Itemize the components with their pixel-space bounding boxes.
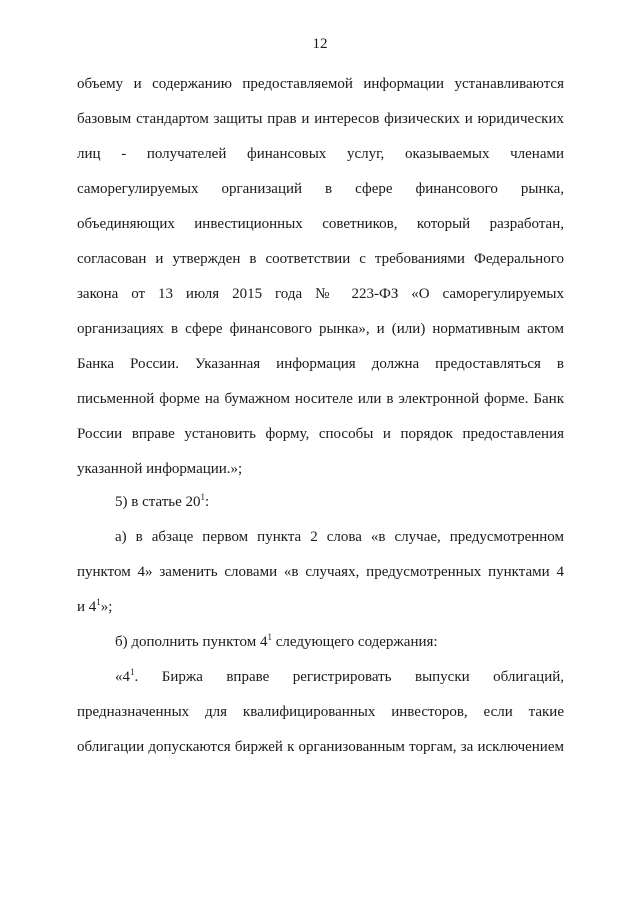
- paragraph-line: согласован и утвержден в соответствии с требованиями Федерального: [77, 251, 564, 267]
- paragraph-line: указанной информации.»;: [77, 461, 243, 477]
- superscript: 1: [200, 492, 206, 502]
- clause-4-1-line: [77, 667, 564, 687]
- clause-4-1-text: Биржа вправе регистрировать выпуски облигаций,: [161, 669, 565, 685]
- paragraph-line: организациях в сфере финансового рынка», и (или) нормативным актом: [77, 321, 564, 337]
- item-5a-line: пунктом 4» заменить словами «в случаях, предусмотренных пунктами 4: [77, 564, 564, 580]
- item-5-heading: [77, 492, 564, 512]
- paragraph-line: базовым стандартом защиты прав и интересов физических и юридических: [77, 111, 564, 127]
- clause-4-1-lead: [115, 669, 138, 685]
- paragraph-line: саморегулируемых организаций в сфере финансового рынка,: [77, 181, 564, 197]
- item-5-text: 5) в статье 20: [115, 494, 201, 510]
- item-5a-line: [77, 597, 564, 617]
- clause-4-1-line: облигации допускаются биржей к организованным торгам, за исключением: [77, 739, 564, 755]
- paragraph-line: объединяющих инвестиционных советников, который разработан,: [77, 216, 564, 232]
- paragraph-line: письменной форме на бумажном носителе или в электронной форме. Банк: [77, 391, 564, 407]
- superscript: 1: [130, 667, 135, 677]
- clause-4-1-line: предназначенных для квалифицированных инвесторов, если такие: [77, 704, 564, 720]
- superscript: 1: [96, 597, 101, 607]
- item-5a-text: и 4: [77, 599, 97, 615]
- item-5a-line: а) в абзаце первом пункта 2 слова «в случае, предусмотренном: [115, 529, 564, 545]
- clause-number-dot: .: [134, 669, 139, 685]
- item-5a-text-end: »;: [100, 599, 113, 615]
- paragraph-line: закона от 13 июля 2015 года № 223-ФЗ «О саморегулируемых: [77, 286, 564, 302]
- paragraph-line: России вправе установить форму, способы и порядок предоставления: [77, 426, 564, 442]
- superscript: 1: [267, 632, 272, 642]
- item-5-colon: :: [205, 494, 210, 510]
- paragraph-line: лиц - получателей финансовых услуг, оказываемых членами: [77, 146, 564, 162]
- page-number: 12: [312, 36, 328, 52]
- clause-number: «4: [115, 669, 130, 685]
- item-5b-text: б) дополнить пунктом 4: [115, 634, 268, 650]
- item-5b-line: [77, 632, 564, 652]
- paragraph-line: Банка России. Указанная информация должна предоставляться в: [77, 356, 564, 372]
- paragraph-line: объему и содержанию предоставляемой информации устанавливаются: [77, 76, 564, 92]
- item-5b-text-end: следующего содержания:: [271, 634, 438, 650]
